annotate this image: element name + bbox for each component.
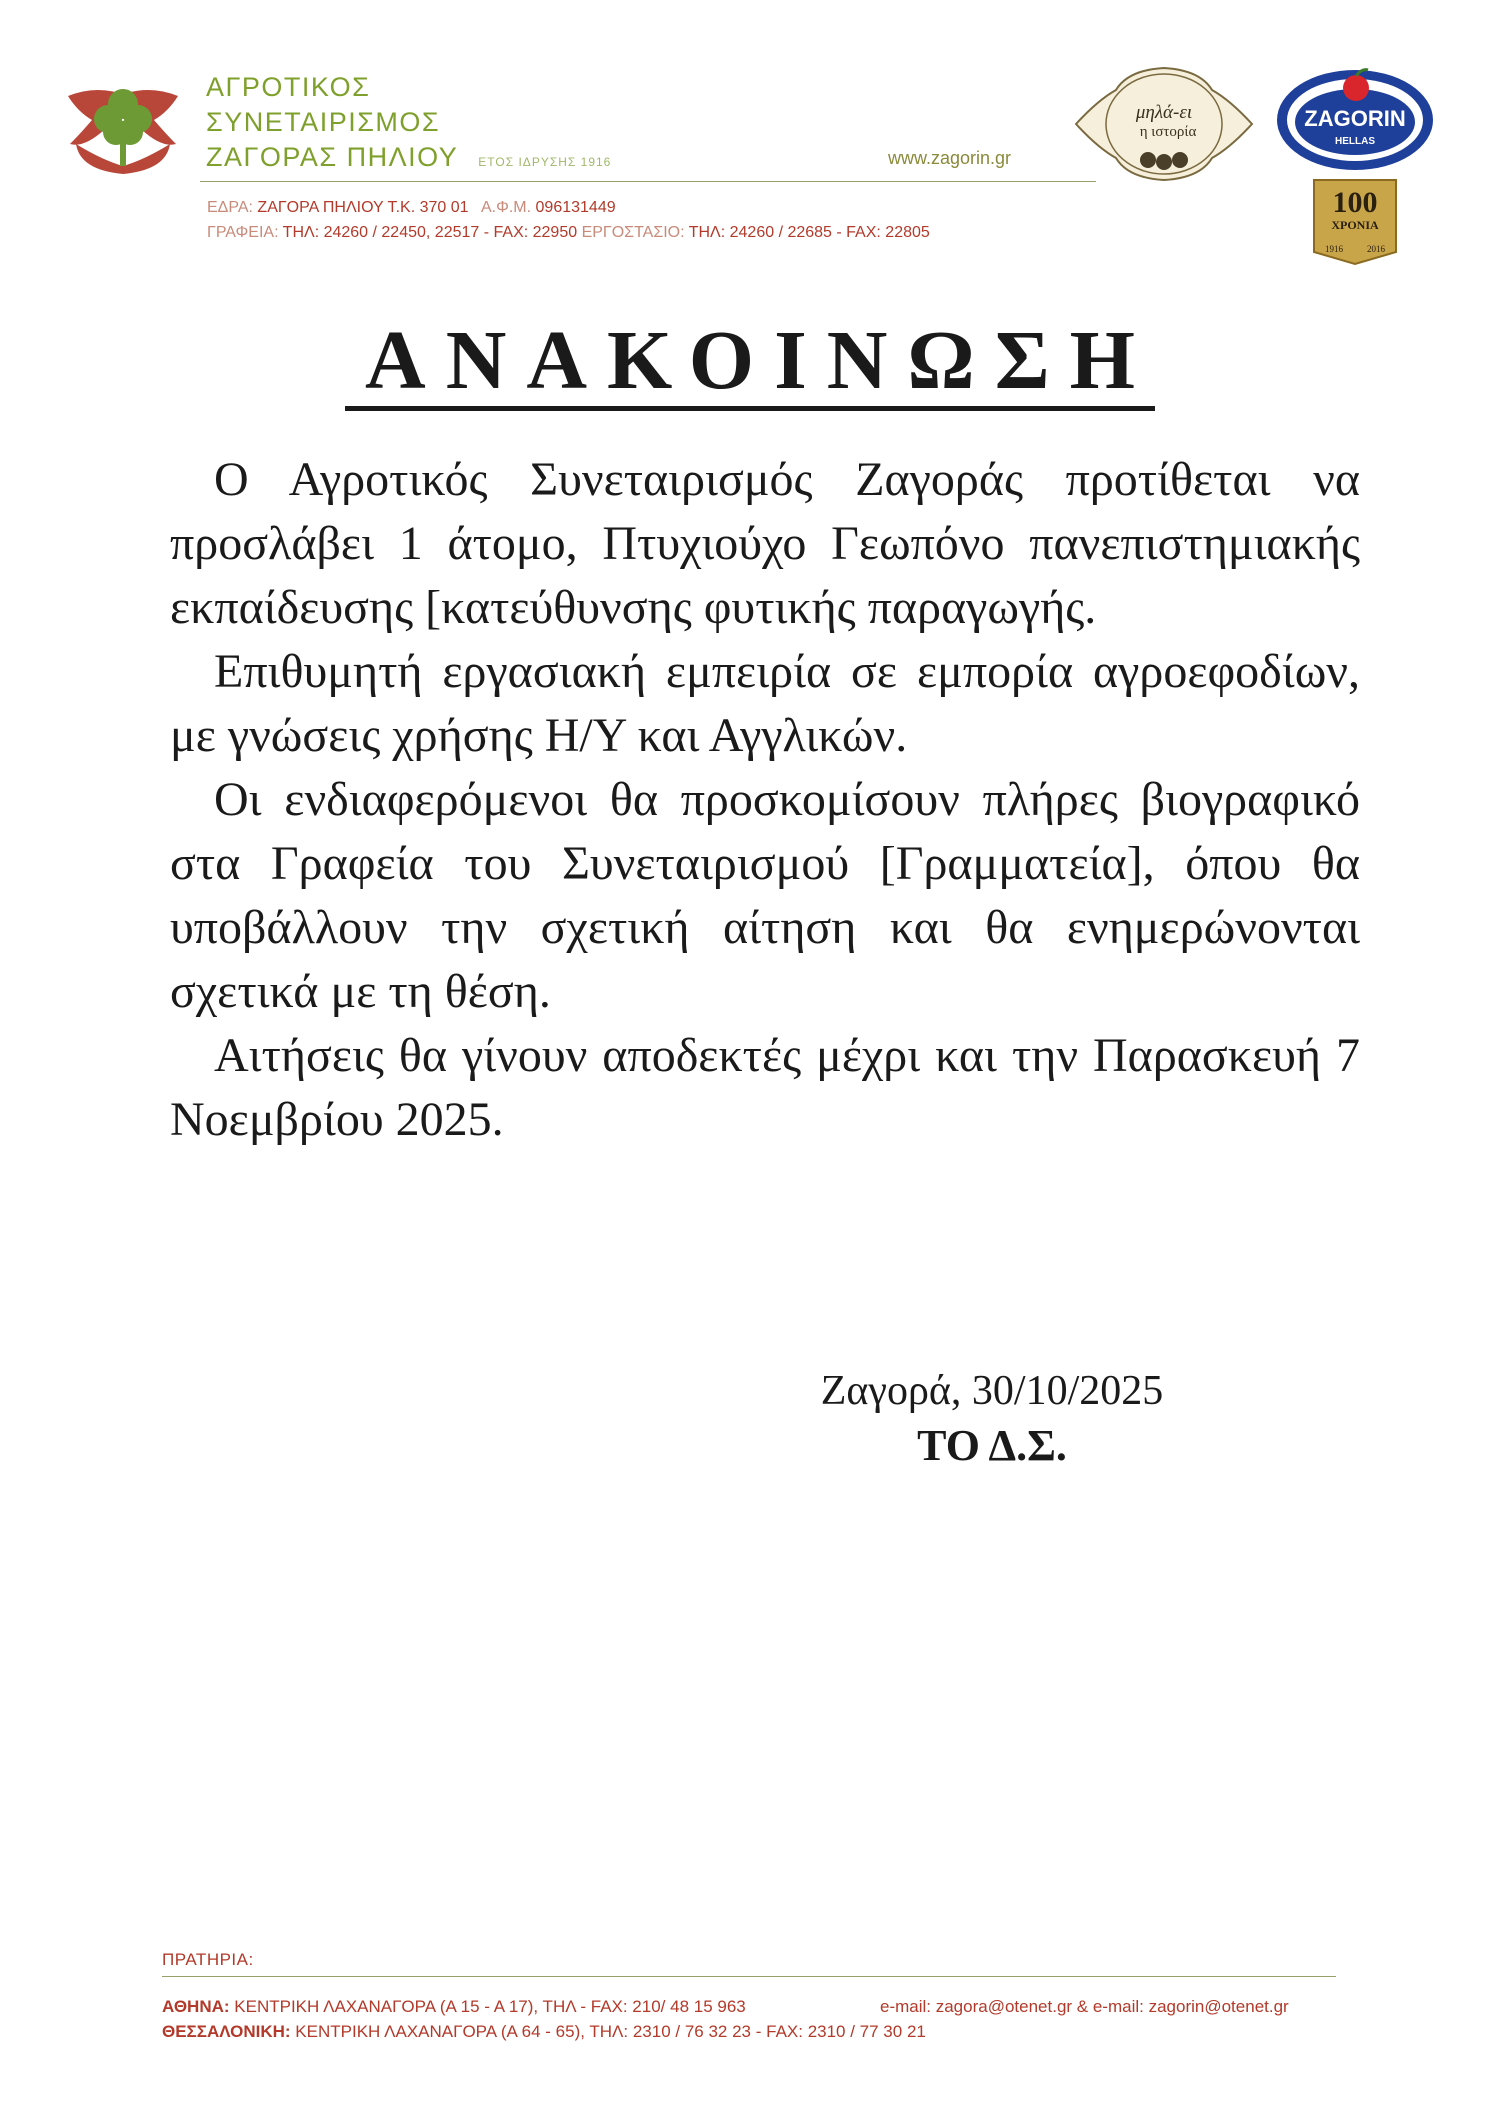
anniversary-number: 100 <box>1332 186 1378 219</box>
announcement-title-row <box>0 314 1500 411</box>
place-date: Ζαγορά, 30/10/2025 <box>820 1368 1164 1414</box>
thessaloniki-address: ΚΕΝΤΡΙΚΗ ΛΑΧΑΝΑΓΟΡΑ (Α 64 - 65), ΤΗΛ: 2310 / 76 32 23 - FAX: 2310 / 77 30 21 <box>295 2022 926 2041</box>
thessaloniki-label: ΘΕΣΣΑΛΟΝΙΚΗ: <box>162 2022 291 2041</box>
cooperative-name-line3: ΖΑΓΟΡΑΣ ΠΗΛΙΟΥ <box>206 142 459 172</box>
cooperative-name <box>206 70 611 180</box>
footer-emails[interactable]: e-mail: zagora@otenet.gr & e-mail: zagorin@otenet.gr <box>880 1997 1289 2016</box>
brand-subtitle: HELLAS <box>1335 136 1375 147</box>
footer-athens-line <box>162 1997 1338 2017</box>
headquarters-line <box>207 199 616 217</box>
header-divider <box>200 181 1096 182</box>
factory-label: ΕΡΓΟΣΤΑΣΙΟ: <box>581 224 685 241</box>
brand-name: ZAGORIN <box>1304 106 1406 131</box>
signature-block <box>800 1364 1184 1474</box>
tax-id-label: Α.Φ.Μ. <box>480 199 532 216</box>
offices-phones: ΤΗΛ: 24260 / 22450, 22517 - FAX: 22950 <box>282 224 578 241</box>
outlets-label: ΠΡΑΤΗΡΙΑ: <box>162 1950 254 1969</box>
tax-id: 096131449 <box>535 199 616 216</box>
cooperative-name-line1: ΑΓΡΟΤΙΚΟΣ <box>206 72 371 102</box>
body-paragraph-experience: Επιθυμητή εργασιακή εμπειρία σε εμπορία αγροεφοδίων, με γνώσεις χρήσης Η/Υ και Αγγλικών. <box>170 645 1360 762</box>
anniversary-year-to: 2016 <box>1367 244 1385 254</box>
anniversary-year-from: 1916 <box>1325 244 1343 254</box>
founded-year: ΕΤΟΣ ΙΔΡΥΣΗΣ 1916 <box>478 155 612 169</box>
offices-label: ΓΡΑΦΕΙΑ: <box>207 224 279 241</box>
factory-phones: ΤΗΛ: 24260 / 22685 - FAX: 22805 <box>688 224 930 241</box>
board-signature: ΤΟ Δ.Σ. <box>917 1421 1067 1470</box>
footer-divider <box>162 1976 1336 1977</box>
announcement-body <box>170 448 1360 1152</box>
body-paragraph-application: Οι ενδιαφερόμενοι θα προσκομίσουν πλήρες βιογραφικό στα Γραφεία του Συνεταιρισμού [Γραμματεία], όπου θα υποβάλλουν την σχετική αίτηση και θα ενημερώνονται σχετικά με τη θέση. <box>170 773 1360 1018</box>
seal-text-line1: μηλά-ει <box>1135 102 1193 123</box>
athens-label: ΑΘΗΝΑ: <box>162 1997 230 2016</box>
website-link[interactable]: www.zagorin.gr <box>888 148 1012 168</box>
cooperative-logo <box>58 74 188 178</box>
body-paragraph-position: Ο Αγροτικός Συνεταιρισμός Ζαγοράς προτίθεται να προσλάβει 1 άτομο, Πτυχιούχο Γεωπόνο πανεπιστημιακής εκπαίδευσης [κατεύθυνσης φυτικής παραγωγής. <box>170 453 1360 634</box>
footer-thessaloniki-line <box>162 2022 1338 2042</box>
anniversary-word: ΧΡΟΝΙΑ <box>1331 218 1379 232</box>
cooperative-name-line2: ΣΥΝΕΤΑΙΡΙΣΜΟΣ <box>206 107 441 137</box>
history-seal-logo <box>1068 60 1260 188</box>
headquarters-label: ΕΔΡΑ: <box>207 199 253 216</box>
athens-address: ΚΕΝΤΡΙΚΗ ΛΑΧΑΝΑΓΟΡΑ (Α 15 - Α 17), ΤΗΛ - FAX: 210/ 48 15 963 <box>234 1997 746 2016</box>
announcement-title: ΑΝΑΚΟΙΝΩΣΗ <box>345 318 1155 411</box>
body-paragraph-deadline: Αιτήσεις θα γίνουν αποδεκτές μέχρι και την Παρασκευή 7 Νοεμβρίου 2025. <box>170 1029 1360 1146</box>
zagorin-brand-logo <box>1270 64 1440 269</box>
headquarters-address: ΖΑΓΟΡΑ ΠΗΛΙΟΥ Τ.Κ. 370 01 <box>257 199 469 216</box>
seal-text-line2: η ιστορία <box>1139 124 1197 140</box>
offices-line <box>207 224 930 242</box>
